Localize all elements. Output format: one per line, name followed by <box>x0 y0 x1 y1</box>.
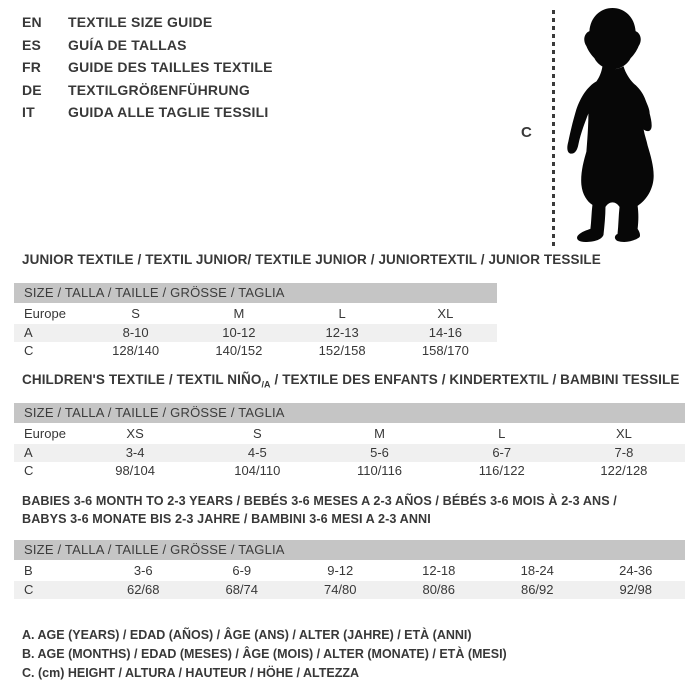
table-cell: M <box>233 306 245 321</box>
table-cell: 6-9 <box>232 563 252 578</box>
row-label: C <box>24 581 34 597</box>
language-row-es <box>22 34 273 57</box>
toddler-silhouette-icon <box>560 5 663 246</box>
children-title-pre: CHILDREN'S TEXTILE / TEXTIL NIÑO <box>22 372 262 387</box>
row-label: Europe <box>24 306 66 321</box>
table-cell: 74/80 <box>323 581 357 597</box>
row-label: A <box>24 444 33 460</box>
table-cell: XL <box>437 306 454 321</box>
babies-section-title <box>22 492 682 528</box>
table-cell: 3-4 <box>125 444 145 460</box>
size-header-bar: SIZE / TALLA / TAILLE / GRÖSSE / TAGLIA <box>14 403 685 423</box>
children-title-post: / TEXTILE DES ENFANTS / KINDERTEXTIL / BAMBINI TESSILE <box>270 372 680 387</box>
table-row <box>14 305 497 324</box>
table-row <box>14 342 497 361</box>
language-title: GUIDE DES TAILLES TEXTILE <box>68 59 273 75</box>
junior-section-title: JUNIOR TEXTILE / TEXTIL JUNIOR/ TEXTILE JUNIOR / JUNIORTEXTIL / JUNIOR TESSILE <box>22 252 601 267</box>
table-cell: 122/128 <box>600 463 648 478</box>
language-row-fr <box>22 56 273 79</box>
table-cell: 140/152 <box>215 343 263 358</box>
table-cell: 3-6 <box>133 563 153 578</box>
table-cell: 8-10 <box>122 324 149 340</box>
language-row-de <box>22 79 273 102</box>
row-label: Europe <box>24 426 66 441</box>
language-list <box>22 11 273 124</box>
legend-line-a: A. AGE (YEARS) / EDAD (AÑOS) / ÂGE (ANS) / ALTER (JAHRE) / ETÀ (ANNI) <box>22 628 472 642</box>
language-title: GUÍA DE TALLAS <box>68 36 187 53</box>
table-cell: 24-36 <box>619 563 653 578</box>
table-cell: 14-16 <box>428 324 462 340</box>
row-label: A <box>24 324 33 340</box>
table-cell: 86/92 <box>520 581 554 597</box>
table-cell: 10-12 <box>222 324 256 340</box>
table-row <box>14 425 685 444</box>
table-cell: 98/104 <box>115 463 155 478</box>
table-row <box>14 562 685 581</box>
language-code: FR <box>22 59 42 75</box>
junior-size-table <box>14 283 497 361</box>
language-code: ES <box>22 36 42 53</box>
language-title: TEXTILE SIZE GUIDE <box>68 14 213 30</box>
table-cell: 92/98 <box>619 581 653 597</box>
table-cell: S <box>131 306 140 321</box>
language-code: DE <box>22 81 42 98</box>
row-label: C <box>24 343 34 358</box>
table-cell: 18-24 <box>520 563 554 578</box>
babies-title-line2: BABYS 3-6 MONATE BIS 2-3 JAHRE / BAMBINI 3-6 MESI A 2-3 ANNI <box>22 512 431 526</box>
language-code: EN <box>22 14 42 30</box>
table-cell: M <box>374 426 385 441</box>
table-cell: S <box>252 426 262 441</box>
babies-title-line1: BABIES 3-6 MONTH TO 2-3 YEARS / BEBÉS 3-6 MESES A 2-3 AÑOS / BÉBÉS 3-6 MOIS À 2-3 ANS / <box>22 494 617 508</box>
table-cell: 104/110 <box>234 463 281 478</box>
table-row <box>14 324 497 343</box>
table-cell: XS <box>126 426 144 441</box>
table-cell: 158/170 <box>421 343 469 358</box>
language-code: IT <box>22 104 35 120</box>
table-cell: 116/122 <box>478 463 525 478</box>
language-row-it <box>22 101 273 124</box>
children-section-title <box>22 372 679 390</box>
table-cell: L <box>498 426 506 441</box>
language-title: GUIDA ALLE TAGLIE TESSILI <box>68 104 269 120</box>
children-title-sub: /A <box>261 379 271 390</box>
row-label: B <box>24 563 33 578</box>
table-cell: 80/86 <box>422 581 456 597</box>
language-row-en <box>22 11 273 34</box>
table-cell: 62/68 <box>126 581 160 597</box>
height-measure-dashed-line <box>552 10 555 247</box>
table-row <box>14 444 685 463</box>
table-row <box>14 462 685 481</box>
table-cell: L <box>338 306 346 321</box>
table-cell: XL <box>615 426 632 441</box>
table-cell: 5-6 <box>370 444 389 460</box>
language-title: TEXTILGRÖßENFÜHRUNG <box>68 81 250 98</box>
table-cell: 128/140 <box>112 343 160 358</box>
legend-line-c: C. (cm) HEIGHT / ALTURA / HAUTEUR / HÖHE / ALTEZZA <box>22 666 360 680</box>
children-size-table <box>14 403 685 481</box>
table-cell: 68/74 <box>225 581 259 597</box>
table-cell: 4-5 <box>247 444 267 460</box>
table-row <box>14 581 685 600</box>
legend-line-b: B. AGE (MONTHS) / EDAD (MESES) / ÂGE (MOIS) / ALTER (MONATE) / ETÀ (MESI) <box>22 647 507 661</box>
table-cell: 6-7 <box>492 444 512 460</box>
size-header-bar: SIZE / TALLA / TAILLE / GRÖSSE / TAGLIA <box>14 540 685 560</box>
table-cell: 12-18 <box>422 563 456 578</box>
table-cell: 7-8 <box>614 444 634 460</box>
legend <box>22 626 507 683</box>
height-measure-label: C <box>521 124 532 141</box>
row-label: C <box>24 463 34 478</box>
babies-size-table <box>14 540 685 599</box>
table-cell: 12-13 <box>325 324 359 340</box>
table-cell: 152/158 <box>318 343 366 358</box>
table-cell: 9-12 <box>327 563 354 578</box>
size-header-bar: SIZE / TALLA / TAILLE / GRÖSSE / TAGLIA <box>14 283 497 303</box>
table-cell: 110/116 <box>356 463 403 478</box>
